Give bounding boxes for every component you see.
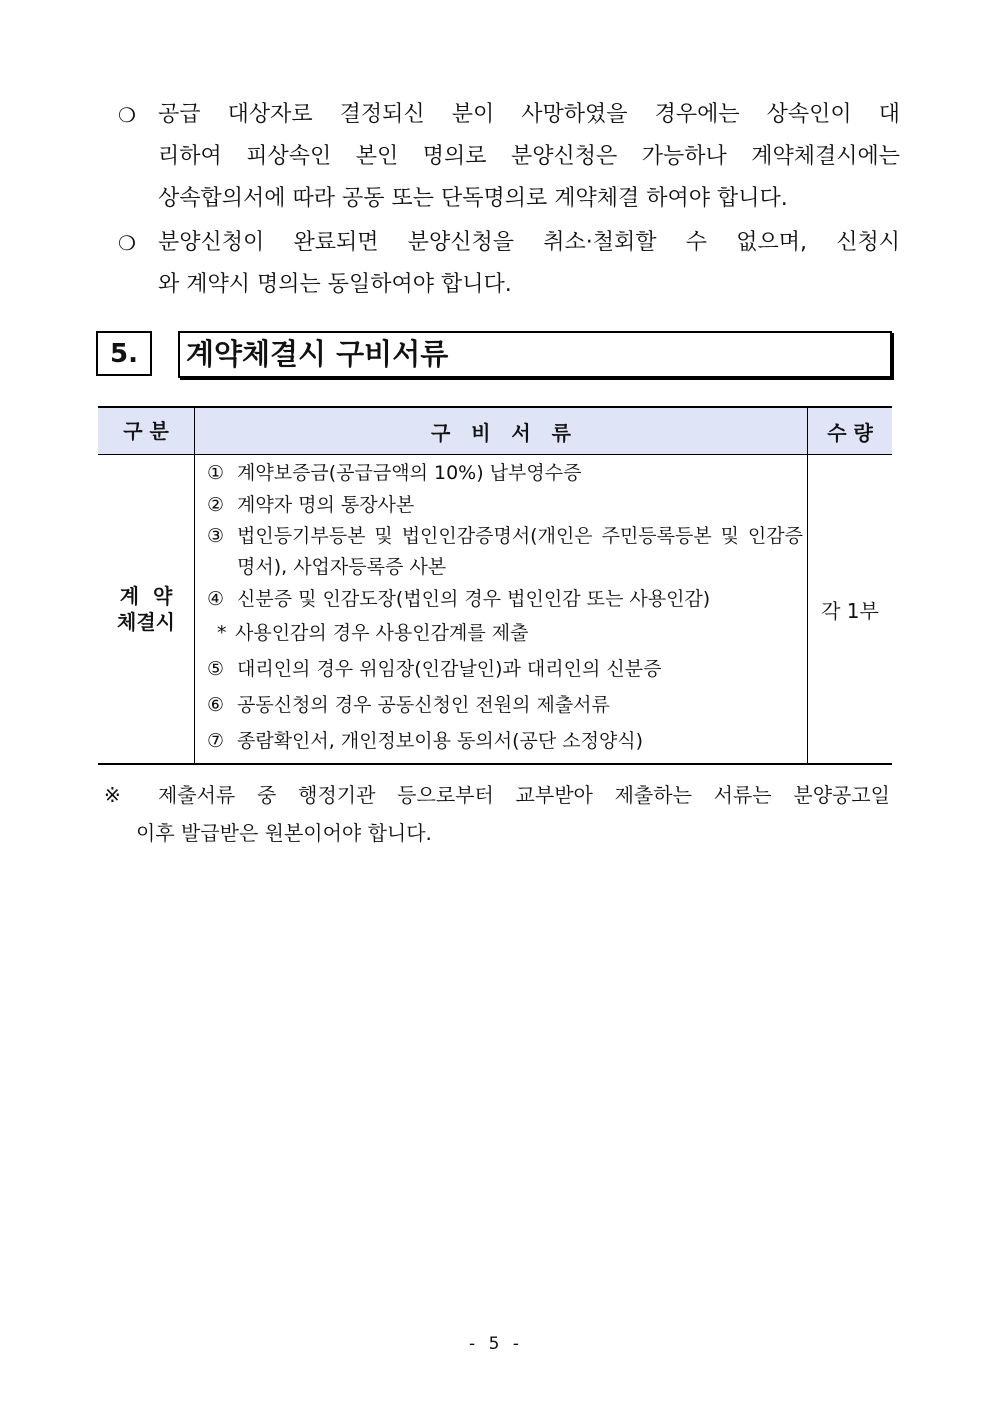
page-number: - 5 - [469,1334,523,1354]
footnote [104,776,890,852]
quantity-cell: 각 1부 [808,455,893,765]
bullet-text-line: 분양신청이 완료되면 분양신청을 취소·철회할 수 없으며, 신청시 [158,230,900,255]
circle-bullet-icon: ❍ [118,231,136,255]
document-item: ② 계약자 명의 통장사본 [207,494,415,516]
section-title: 계약체결시 구비서류 [178,331,892,378]
table-row [98,455,892,765]
bullet-deceased-applicant [118,94,900,220]
document-item: ⑥ 공동신청의 경우 공동신청인 전원의 제출서류 [207,694,610,716]
document-item: ③ 법인등기부등본 및 법인인감증명서(개인은 주민등록등본 및 인감증명서), 사업자등록증 사본 [207,525,803,578]
document-item: ⑦ 종람확인서, 개인정보이용 동의서(공단 소정양식) [207,730,644,752]
bullet-text-line: 상속합의서에 따라 공동 또는 단독명의로 계약체결 하여야 합니다. [158,186,788,211]
document-item: ⑤ 대리인의 경우 위임장(인감날인)과 대리인의 신분증 [207,658,662,680]
document-item: ① 계약보증금(공급금액의 10%) 납부영수증 [207,462,582,484]
category-label-line2: 체결시 [117,610,175,634]
document-note: * 사용인감의 경우 사용인감계를 제출 [217,622,529,644]
bullet-cancellation-rule [118,222,900,306]
header-documents: 구 비 서 류 [195,407,808,455]
bullet-text-line: 와 계약시 명의는 동일하여야 합니다. [158,272,512,297]
section-number: 5. [96,331,152,376]
footnote-line: ※ 제출서류 중 행정기관 등으로부터 교부받아 제출하는 서류는 분양공고일 [104,783,890,807]
category-label-line1: 계 약 [119,584,173,608]
required-documents-table [98,406,892,765]
documents-cell [195,455,808,765]
footnote-line: 이후 발급받은 원본이어야 합니다. [136,821,432,845]
reference-mark-icon: ※ [104,783,137,807]
category-cell [98,455,195,765]
document-item: ④ 신분증 및 인감도장(법인의 경우 법인인감 또는 사용인감) [207,588,711,610]
header-category: 구 분 [98,407,195,455]
bullet-text-line: 공급 대상자로 결정되신 분이 사망하였을 경우에는 상속인이 대 [158,102,900,127]
table-header-row [98,407,892,455]
circle-bullet-icon: ❍ [118,103,136,127]
header-quantity: 수 량 [808,407,893,455]
bullet-text-line: 리하여 피상속인 본인 명의로 분양신청은 가능하나 계약체결시에는 [158,144,900,169]
